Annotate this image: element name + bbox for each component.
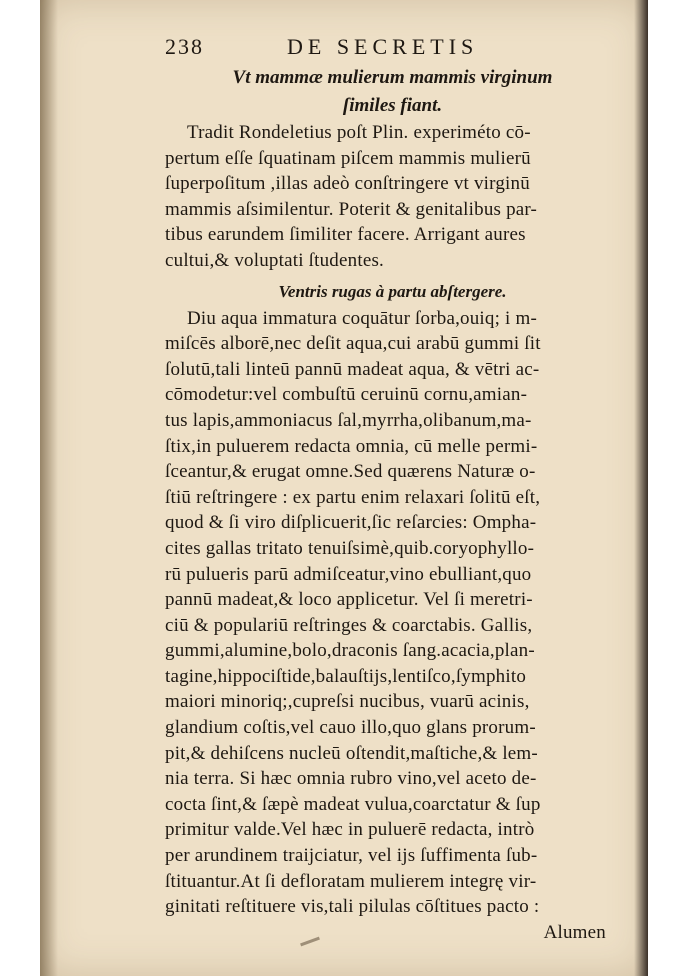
text-line: ſuperpoſitum ,illas adeò conſtringere vt virginū xyxy=(165,173,530,195)
section1-heading-line1: Vt mammæ mulierum mammis virginum xyxy=(232,67,553,88)
text-line: maiori minoriq;,cupreſsi nucibus, vuarū acinis, xyxy=(165,691,530,713)
text-line: mammis aſsimilentur. Poterit & genitalibus par- xyxy=(165,198,538,220)
text-line: cites gallas tritato tenuiſsimè,quib.coryophyllo- xyxy=(165,537,535,559)
text-line: cōmodetur:vel combuſtū ceruinū cornu,amian- xyxy=(165,384,528,406)
running-head xyxy=(165,28,620,64)
text-line: glandium coſtis,vel cauo illo,quo glans prorum- xyxy=(165,717,536,739)
catchword: Alumen xyxy=(543,921,606,943)
text-line: tibus earundem ſimiliter facere. Arrigant aures xyxy=(165,224,526,246)
section2-body xyxy=(165,306,620,946)
text-line: cocta ſint,& ſæpè madeat vulua,coarctatur & ſup xyxy=(165,793,541,815)
text-line: tagine,hippociſtide,balauſtijs,lentiſco,ſymphito xyxy=(165,665,527,687)
section2-heading: Ventris rugas à partu abſtergere. xyxy=(278,281,507,301)
text-line: ſtiū reſtringere : ex partu enim relaxari ſolitū eſt, xyxy=(165,486,541,508)
text-line: Tradit Rondeletius poſt Plin. experiméto cō- xyxy=(187,122,531,143)
text-block xyxy=(165,28,620,945)
text-line: ciū & populariū reſtringes & coarctabis. Gallis, xyxy=(165,614,533,636)
page-edge xyxy=(634,0,648,976)
text-line: pannū madeat,& loco applicetur. Vel ſi meretri- xyxy=(165,589,533,611)
text-line: gummi,alumine,bolo,draconis ſang.acacia,plan- xyxy=(165,640,535,662)
text-line: ſceantur,& erugat omne.Sed quærens Naturæ o- xyxy=(165,461,536,483)
page-number: 238 xyxy=(165,34,204,59)
text-line: miſcēs alborē,nec deſit aqua,cui arabū gummi ſit xyxy=(165,333,541,355)
text-line: quod & ſi viro diſplicuerit,ſic reſarcies: Ompha- xyxy=(165,512,537,534)
text-line: tus lapis,ammoniacus ſal,myrrha,olibanum,ma- xyxy=(165,409,532,431)
text-line: Diu aqua immatura coquātur ſorba,ouiq; i m- xyxy=(187,307,537,329)
text-line: nia terra. Si hæc omnia rubro vino,vel aceto de- xyxy=(165,768,537,790)
running-title: DE SECRETIS xyxy=(287,34,479,59)
text-line: ſtituantur.At ſi defloratam mulierem integrę vir- xyxy=(165,870,537,892)
text-line: cultui,& voluptati ſtudentes. xyxy=(165,249,384,271)
gutter-shadow xyxy=(40,0,58,976)
text-line: per arundinem traijciatur, vel ijs ſuffimenta ſub- xyxy=(165,845,538,867)
text-line: ginitati reſtituere vis,tali pilulas cōſtitues pacto : xyxy=(165,896,540,918)
text-line: primitur valde.Vel hæc in puluerē redacta, intrò xyxy=(165,819,535,841)
section1-heading-line2: ſimiles fiant. xyxy=(342,95,443,116)
text-line: ſtix,in puluerem redacta omnia, cū melle permi- xyxy=(165,435,538,457)
section1-body xyxy=(165,120,620,274)
text-line: ſolutū,tali linteū pannū madeat aqua, & vētri ac- xyxy=(165,358,540,380)
text-line: rū pulueris parū admiſceatur,vino ebulliant,quo xyxy=(165,563,532,585)
text-line: pertum eſſe ſquatinam piſcem mammis mulierū xyxy=(165,147,531,169)
text-line: pit,& dehiſcens nucleū oſtendit,maſtiche,& lem- xyxy=(165,742,538,764)
